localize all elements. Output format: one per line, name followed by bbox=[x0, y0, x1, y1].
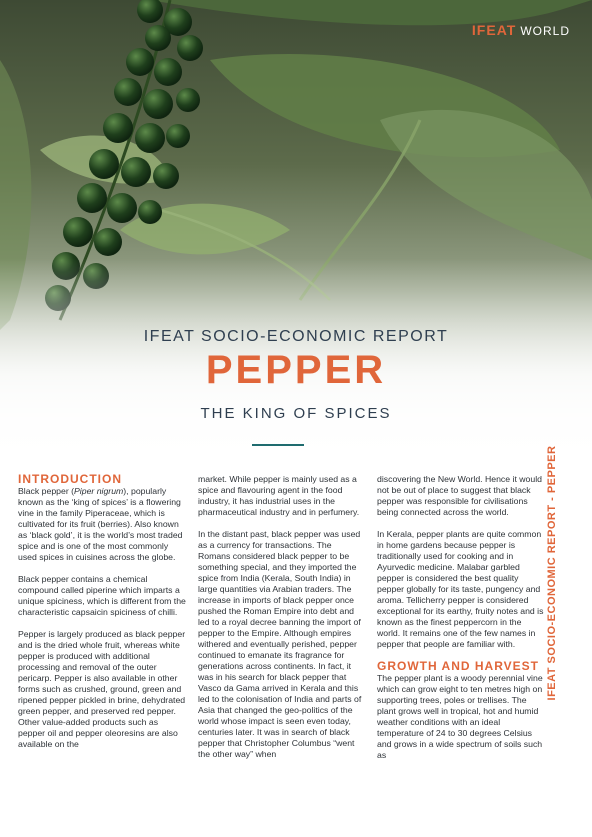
paragraph: In Kerala, pepper plants are quite common in home gardens because pepper is traditionally used for cooking and in Ayurvedic medicine. Malabar garbled pepper is considered the best quality pepper globally for its taste, pungency and aroma. Tellicherry pepper is considered exceptional for its earthy, fruity notes and is known as the finest peppercorn in the world. It remains one of the few names in pepper that people are familiar with. bbox=[377, 529, 544, 649]
ifeat-world-logo: IFEAT WORLD bbox=[471, 22, 570, 38]
vertical-sidebar-label: IFEAT SOCIO-ECONOMIC REPORT - PEPPER bbox=[546, 445, 558, 701]
page-subtitle: THE KING OF SPICES bbox=[200, 405, 392, 422]
paragraph: Pepper is largely produced as black pepper and is the dried whole fruit, whereas white pepper is produced with additional processing and removal of the outer pericarp. Pepper is also available in other forms such as crushed, ground, green and ripened pepper pickled in brine, dehydrated green pepper, and preserved red pepper. Other value-added products such as pepper oil and pepper oleoresins are also available on the bbox=[18, 629, 186, 749]
paragraph: discovering the New World. Hence it would not be out of place to suggest that black pepper was responsible for civilisations being connected across the world. bbox=[377, 474, 542, 517]
title-divider bbox=[252, 444, 304, 446]
report-kicker: IFEAT SOCIO-ECONOMIC REPORT bbox=[143, 328, 449, 345]
paragraph: In the distant past, black pepper was used as a currency for transactions. The Romans considered black pepper to be something special, and they imported the spice from India (Kerala, South India) in large quantities via Arabian traders. The increase in imports of black pepper once pushed the Roman Empire into debt and led to a royal decree banning the import of pepper to the Empire. Although empires withered and eventually perished, pepper continued to emanate its fragrance for generations across continents. In fact, it was in his search for black pepper that Vasco da Gama arrived in Kerala and this led to the colonisation of India and parts of Asia that changed the geo-politics of the world whose impact is seen even today, centuries later. It was in search of black pepper that Christopher Columbus “went the other way” when bbox=[198, 529, 362, 759]
paragraph: Black pepper contains a chemical compound called piperine which imparts a unique spiciness, which is different from the characteristic capsaicin spiciness of chilli. bbox=[18, 574, 186, 617]
paragraph: Black pepper (Piper nigrum), popularly known as the ‘king of spices’ is a flowering vine in the family Piperaceae, which is cultivated for its fruit (berries). Also known as ‘black gold’, it is the world’s most traded spice and is one of the most commonly used spices in cuisines across the globe. bbox=[18, 486, 183, 562]
section-heading-growth-and-harvest: GROWTH AND HARVEST bbox=[377, 659, 539, 673]
paragraph: The pepper plant is a woody perennial vine which can grow eight to ten metres high on supporting trees, poles or trellises. The plant grows well in tropical, hot and humid weather conditions with an ideal temperature of 24 to 30 degrees Celsius and grows in a wide spectrum of soils such as bbox=[377, 673, 543, 760]
page-title: PEPPER bbox=[205, 348, 387, 392]
paragraph: market. While pepper is mainly used as a spice and flavouring agent in the food industry, it has industrial uses in the pharmaceutical industry and in perfumery. bbox=[198, 474, 360, 517]
section-heading-introduction: INTRODUCTION bbox=[18, 472, 122, 486]
text-column-1 bbox=[18, 474, 186, 761]
text-column-2 bbox=[198, 474, 366, 771]
text-column-3 bbox=[377, 474, 545, 772]
